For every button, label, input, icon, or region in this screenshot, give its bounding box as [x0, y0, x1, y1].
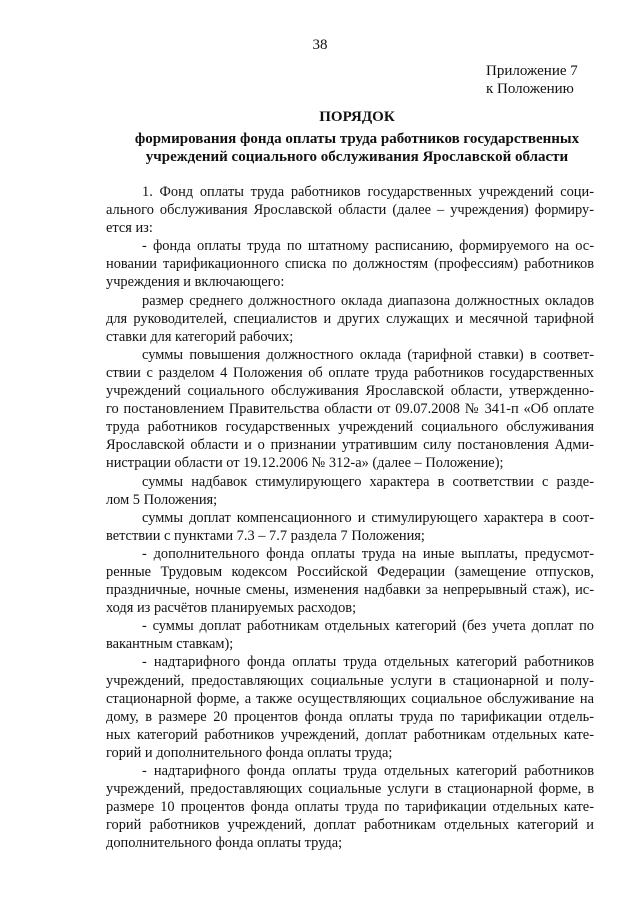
text-line: ется из: — [106, 220, 153, 237]
text-line: труда работников государственных учреждений социального обслуживания — [106, 419, 594, 436]
text-line: учреждений, предоставляющих социальные услуги в стационарной и полу- — [106, 672, 594, 689]
appendix-reference — [486, 62, 578, 98]
title-subtitle — [112, 130, 602, 166]
text-line: ренные Трудовым кодексом Российской Федерации (замещение отпусков, — [106, 563, 594, 580]
text-line: лом 5 Положения; — [106, 491, 218, 508]
text-line: - фонда оплаты труда по штатному расписанию, формируемого на ос- — [142, 238, 594, 255]
text-line: учреждений, предоставляющих социальные услуги в стационарной форме, в — [106, 781, 594, 798]
text-line: размере 10 процентов фонда оплаты труда по тарификации отдельных кате- — [106, 799, 594, 816]
text-line: го постановлением Правительства области от 09.07.2008 № 341-п «Об оплате — [106, 401, 594, 418]
body-paragraph — [106, 346, 594, 473]
text-line: - суммы доплат работникам отдельных категорий (без учета доплат по — [142, 618, 594, 635]
text-line: Ярославской области и о признании утратившим силу постановления Адми- — [106, 437, 594, 454]
text-line: - надтарифного фонда оплаты труда отдельных категорий работников — [142, 654, 594, 671]
text-line: дому, в размере 20 процентов фонда оплаты труда по тарификации отдель- — [106, 708, 594, 725]
text-line: ставки для категорий рабочих; — [106, 328, 294, 345]
text-line: горий работников учреждений, доплат работникам отдельных категорий и — [106, 817, 594, 834]
text-line: для руководителей, специалистов и других служащих и месячной тарифной — [106, 310, 594, 327]
text-line: - надтарифного фонда оплаты труда отдельных категорий работников — [142, 763, 594, 779]
document-title — [112, 108, 602, 166]
text-line: новании тарификационного списка по должностям (профессиям) работников — [106, 256, 594, 273]
text-line: суммы повышения должностного оклада (тарифной ставки) в соответ- — [142, 346, 594, 363]
text-line: размер среднего должностного оклада диапазона должностных окладов — [142, 292, 594, 309]
page-number: 38 — [312, 37, 328, 53]
body-paragraph — [106, 237, 594, 291]
title-subtitle-line-1: формирования фонда оплаты труда работников государственных — [134, 131, 580, 147]
text-line: нистрации области от 19.12.2006 № 312-а» (далее – Положение); — [106, 455, 504, 472]
text-line: суммы доплат компенсационного и стимулирующего характера в соот- — [142, 509, 594, 526]
text-line: учреждений социального обслуживания Ярославской области, утвержденно- — [106, 383, 594, 400]
body-paragraph — [106, 183, 594, 237]
body-paragraph — [106, 762, 594, 852]
body-paragraph — [106, 653, 594, 762]
text-line: суммы надбавок стимулирующего характера в соответствии с разде- — [142, 473, 594, 490]
title-subtitle-line-2: учреждений социального обслуживания Ярославской области — [145, 149, 569, 165]
text-line: горий и дополнительного фонда оплаты труда; — [106, 744, 393, 761]
text-line: 1. Фонд оплаты труда работников государственных учреждений соци- — [142, 184, 594, 200]
body-paragraph — [106, 473, 594, 509]
text-line: праздничные, ночные смены, изменения надбавки за непрерывный стаж), ис- — [106, 582, 594, 599]
text-line: ходя из расчётов планируемых расходов; — [106, 600, 357, 617]
text-line: ального обслуживания Ярославской области (далее – учреждения) формиру- — [106, 202, 594, 219]
body-paragraph — [106, 509, 594, 545]
text-line: ствии с разделом 4 Положения об оплате труда работников государственных — [106, 364, 594, 381]
text-line: дополнительного фонда оплаты труда; — [106, 835, 343, 852]
text-line: - дополнительного фонда оплаты труда на иные выплаты, предусмот- — [142, 545, 594, 562]
body-paragraph — [106, 545, 594, 617]
text-line: вакантным ставкам); — [106, 636, 234, 653]
text-line: ветствии с пунктами 7.3 – 7.7 раздела 7 Положения; — [106, 527, 425, 544]
body-paragraph — [106, 617, 594, 653]
title-main: ПОРЯДОК — [319, 109, 395, 125]
text-line: стационарной форме, а также осуществляющих социальное обслуживание на — [106, 690, 594, 707]
text-line: ных категорий работников учреждений, доплат работникам отдельных кате- — [106, 726, 594, 743]
body-paragraph — [106, 292, 594, 346]
document-body — [106, 183, 594, 852]
appendix-line-2: к Положению — [486, 81, 574, 97]
text-line: учреждения и включающего: — [106, 274, 285, 291]
appendix-line-1: Приложение 7 — [486, 63, 578, 79]
